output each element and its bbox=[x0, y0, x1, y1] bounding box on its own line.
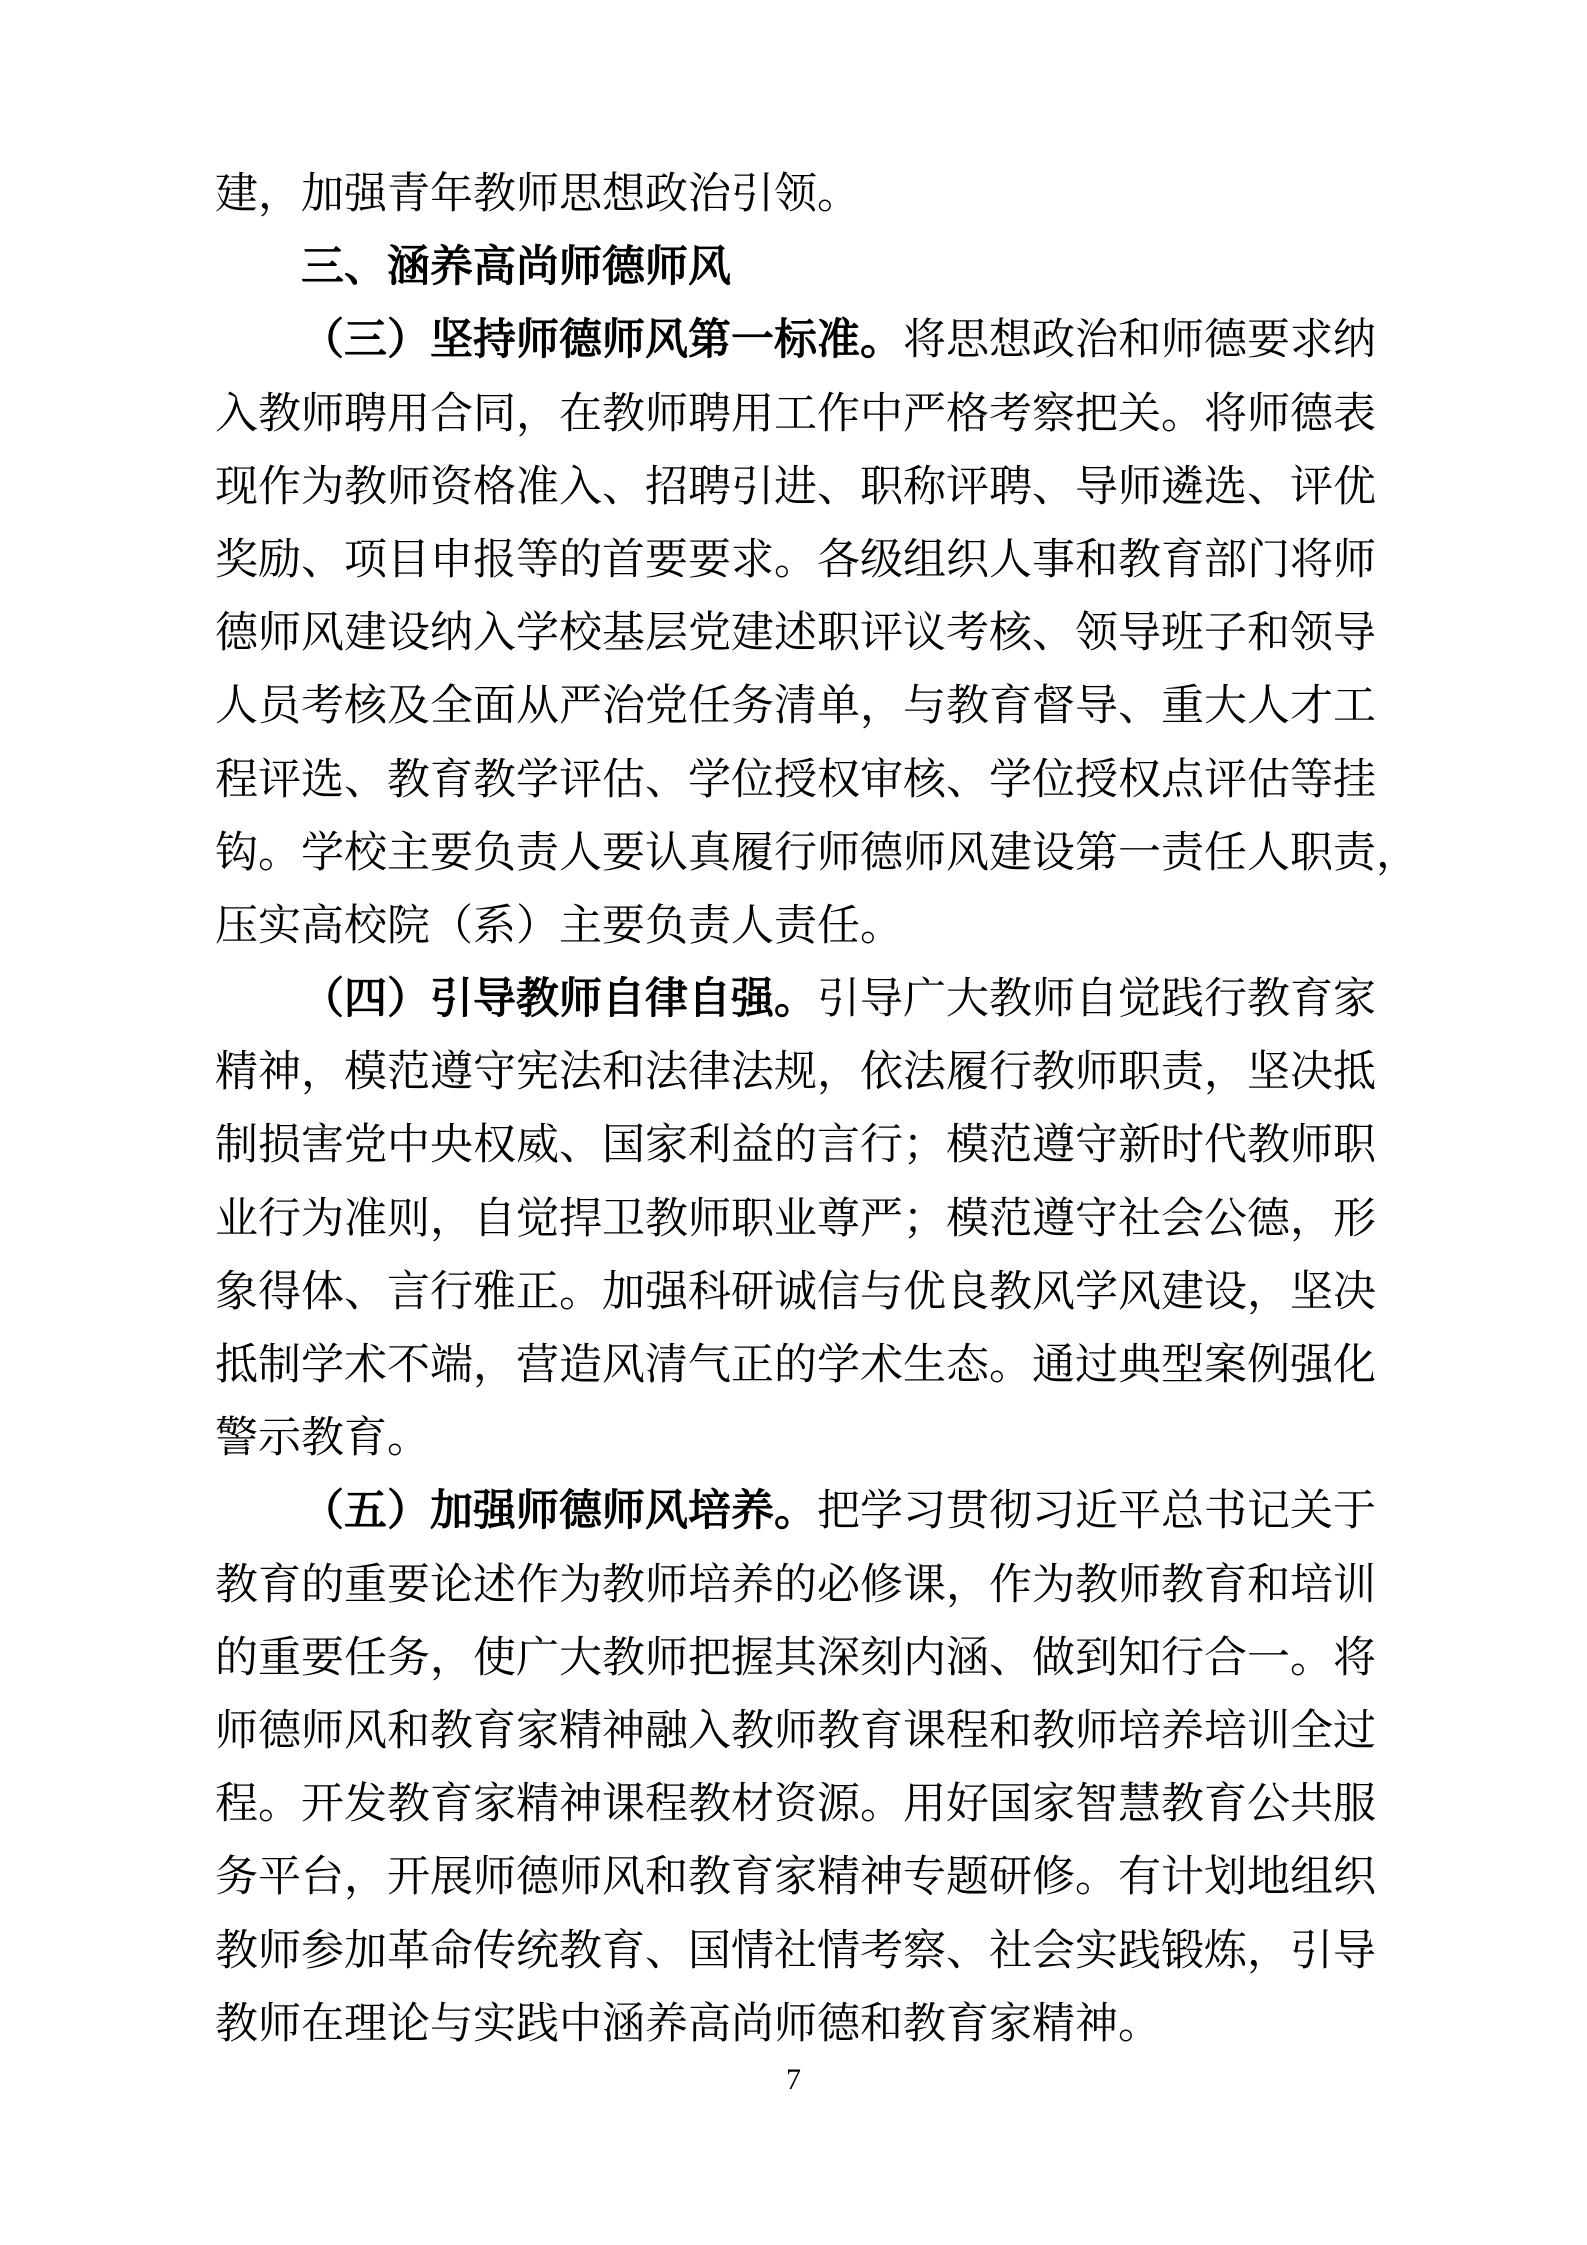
line-text: 德师风建设纳入学校基层党建述职评议考核、领导班子和领导 bbox=[215, 610, 1376, 658]
text-line bbox=[215, 1402, 1376, 1475]
paragraph-lead: （四）引导教师自律自强。 bbox=[301, 976, 817, 1024]
text-line bbox=[215, 1549, 1376, 1622]
line-text: 程。开发教育家精神课程教材资源。用好国家智慧教育公共服 bbox=[215, 1781, 1376, 1829]
text-line bbox=[215, 597, 1376, 670]
text-line bbox=[215, 1915, 1376, 1988]
text-line bbox=[215, 1183, 1376, 1256]
line-text: 现作为教师资格准入、招聘引进、职称评聘、导师遴选、评优 bbox=[215, 463, 1376, 511]
text-line bbox=[215, 231, 1376, 304]
line-text: 入教师聘用合同，在教师聘用工作中严格考察把关。将师德表 bbox=[215, 390, 1376, 438]
paragraph-lead: （三）坚持师德师风第一标准。 bbox=[301, 317, 903, 365]
text-line bbox=[215, 1768, 1376, 1841]
section-heading: 三、涵养高尚师德师风 bbox=[301, 243, 731, 292]
text-line bbox=[215, 451, 1376, 524]
page-number: 7 bbox=[786, 2063, 801, 2096]
line-text: 精神，模范遵守宪法和法律法规，依法履行教师职责，坚决抵 bbox=[215, 1049, 1376, 1097]
text-line bbox=[215, 1695, 1376, 1768]
text-line bbox=[215, 524, 1376, 597]
document-body bbox=[215, 158, 1419, 2061]
line-text: 的重要任务，使广大教师把握其深刻内涵、做到知行合一。将 bbox=[215, 1634, 1376, 1682]
line-text: 警示教育。 bbox=[215, 1415, 430, 1463]
line-text: 教师参加革命传统教育、国情社情考察、社会实践锻炼，引导 bbox=[215, 1927, 1376, 1975]
line-text: 师德师风和教育家精神融入教师教育课程和教师培养培训全过 bbox=[215, 1707, 1376, 1755]
line-text: 将思想政治和师德要求纳 bbox=[903, 317, 1376, 365]
text-line bbox=[215, 670, 1376, 743]
line-text: 制损害党中央权威、国家利益的言行；模范遵守新时代教师职 bbox=[215, 1122, 1376, 1170]
text-line bbox=[215, 1036, 1376, 1109]
line-text: 人员考核及全面从严治党任务清单，与教育督导、重大人才工 bbox=[215, 683, 1376, 731]
line-text: 象得体、言行雅正。加强科研诚信与优良教风学风建设，坚决 bbox=[215, 1268, 1376, 1316]
text-line bbox=[215, 1256, 1376, 1329]
text-line bbox=[215, 378, 1376, 451]
text-line bbox=[215, 890, 1376, 963]
line-text: 抵制学术不端，营造风清气正的学术生态。通过典型案例强化 bbox=[215, 1342, 1376, 1389]
text-line bbox=[215, 1475, 1376, 1548]
line-text: 奖励、项目申报等的首要要求。各级组织人事和教育部门将师 bbox=[215, 536, 1376, 584]
text-line bbox=[215, 1841, 1376, 1914]
page-footer bbox=[0, 2062, 1587, 2098]
line-text: 教育的重要论述作为教师培养的必修课，作为教师教育和培训 bbox=[215, 1561, 1376, 1609]
paragraph-lead: （五）加强师德师风培养。 bbox=[301, 1488, 817, 1536]
line-text: 把学习贯彻习近平总书记关于 bbox=[817, 1488, 1376, 1536]
text-line bbox=[215, 1329, 1376, 1402]
line-text: 教师在理论与实践中涵养高尚师德和教育家精神。 bbox=[215, 2000, 1161, 2048]
line-text: 务平台，开展师德师风和教育家精神专题研修。有计划地组织 bbox=[215, 1854, 1376, 1902]
text-line bbox=[215, 1622, 1376, 1695]
text-line bbox=[215, 817, 1419, 890]
line-text: 建，加强青年教师思想政治引领。 bbox=[215, 171, 860, 218]
line-text: 压实高校院（系）主要负责人责任。 bbox=[215, 902, 903, 950]
line-text: 钩。学校主要负责人要认真履行师德师风建设第一责任人职责， bbox=[215, 829, 1419, 877]
text-line bbox=[215, 963, 1376, 1036]
text-line bbox=[215, 1988, 1376, 2061]
line-text: 业行为准则，自觉捍卫教师职业尊严；模范遵守社会公德，形 bbox=[215, 1195, 1376, 1243]
text-line bbox=[215, 1109, 1376, 1182]
text-line bbox=[215, 158, 1376, 231]
text-line bbox=[215, 304, 1376, 377]
line-text: 引导广大教师自觉践行教育家 bbox=[817, 976, 1376, 1024]
line-text: 程评选、教育教学评估、学位授权审核、学位授权点评估等挂 bbox=[215, 756, 1376, 804]
text-line bbox=[215, 744, 1376, 817]
